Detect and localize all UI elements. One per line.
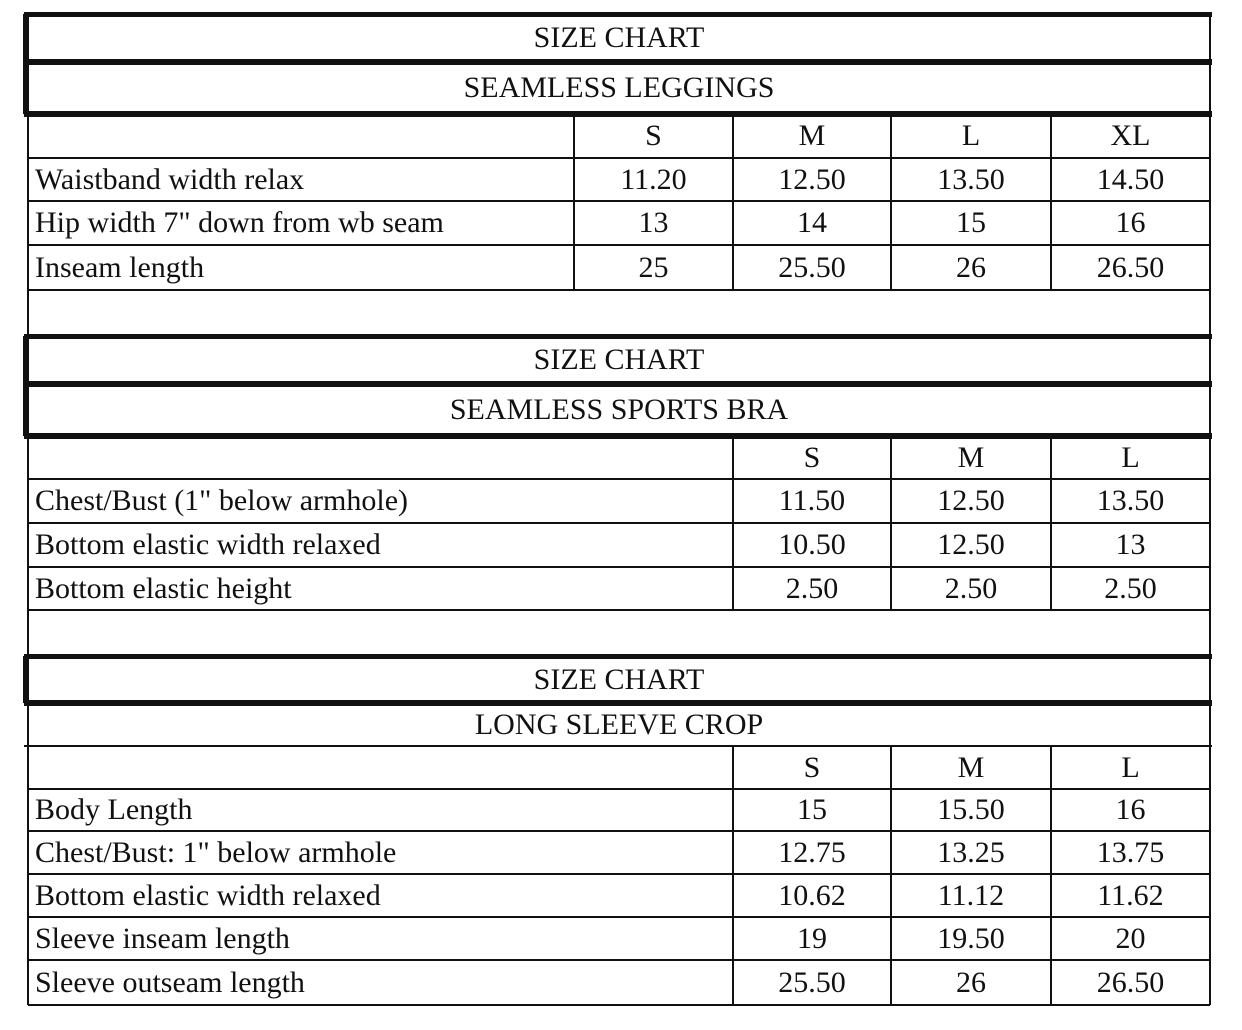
measurement-value: 19.50 [891, 917, 1051, 960]
measurement-value: 20 [1051, 917, 1210, 960]
measurement-value: 11.50 [733, 479, 891, 523]
grid-line-horizontal [28, 830, 1210, 832]
measurement-value: 10.62 [733, 874, 891, 917]
measurement-label: Chest/Bust (1" below armhole) [28, 479, 733, 523]
grid-line-vertical [1209, 14, 1212, 290]
measurement-value: 2.50 [1051, 567, 1210, 610]
grid-line-vertical [27, 703, 30, 746]
grid-line-vertical [23, 656, 29, 703]
product-name: LONG SLEEVE CROP [28, 703, 1210, 746]
measurement-value: 2.50 [733, 567, 891, 610]
grid-line-vertical [23, 14, 29, 114]
measurement-value: 13.25 [891, 831, 1051, 874]
measurement-value: 11.12 [891, 874, 1051, 917]
grid-line-horizontal [28, 478, 1210, 480]
measurement-label: Sleeve outseam length [28, 960, 733, 1005]
size-header-cell: S [574, 114, 733, 158]
grid-line-horizontal [24, 433, 1212, 439]
size-header-cell: M [733, 114, 891, 158]
measurement-value: 15 [891, 201, 1051, 245]
grid-line-vertical [732, 114, 735, 290]
grid-line-horizontal [24, 654, 1212, 659]
grid-line-vertical [1050, 436, 1053, 610]
measurement-value: 12.50 [733, 158, 891, 201]
grid-line-horizontal [24, 381, 1212, 387]
size-header-cell: L [1051, 436, 1210, 479]
chart-title: SIZE CHART [28, 14, 1210, 62]
measurement-value: 15 [733, 789, 891, 831]
grid-line-vertical [23, 336, 29, 436]
grid-line-horizontal [28, 522, 1210, 524]
chart-title: SIZE CHART [28, 656, 1210, 703]
measurement-value: 25.50 [733, 245, 891, 290]
grid-line-horizontal [28, 157, 1210, 159]
measurement-value: 14.50 [1051, 158, 1210, 201]
measurement-value: 13 [1051, 523, 1210, 567]
grid-line-horizontal [28, 200, 1210, 202]
grid-line-vertical [27, 746, 30, 1005]
size-header-cell: M [891, 436, 1051, 479]
measurement-value: 19 [733, 917, 891, 960]
grid-line-horizontal [28, 609, 1210, 612]
measurement-value: 25.50 [733, 960, 891, 1005]
measurement-value: 15.50 [891, 789, 1051, 831]
measurement-label: Chest/Bust: 1" below armhole [28, 831, 733, 874]
grid-line-horizontal [28, 788, 1210, 790]
measurement-value: 26.50 [1051, 245, 1210, 290]
measurement-value: 13 [574, 201, 733, 245]
grid-line-horizontal [28, 959, 1210, 961]
measurement-value: 16 [1051, 201, 1210, 245]
measurement-label: Hip width 7" down from wb seam [28, 201, 574, 245]
grid-line-horizontal [24, 12, 1212, 17]
measurement-label: Bottom elastic width relaxed [28, 874, 733, 917]
measurement-value: 13.75 [1051, 831, 1210, 874]
size-header-blank [28, 114, 574, 158]
size-header-cell: L [1051, 746, 1210, 789]
grid-line-horizontal [28, 244, 1210, 246]
measurement-label: Inseam length [28, 245, 574, 290]
size-header-cell: XL [1051, 114, 1210, 158]
grid-line-horizontal [28, 873, 1210, 875]
measurement-value: 25 [574, 245, 733, 290]
size-header-blank [28, 746, 733, 789]
grid-line-vertical [1209, 656, 1212, 1005]
measurement-value: 26 [891, 245, 1051, 290]
grid-line-horizontal [28, 916, 1210, 918]
grid-line-vertical [732, 436, 735, 610]
grid-line-vertical [27, 114, 30, 290]
size-header-cell: M [891, 746, 1051, 789]
measurement-value: 13.50 [1051, 479, 1210, 523]
size-header-cell: L [891, 114, 1051, 158]
grid-line-horizontal [28, 566, 1210, 568]
product-name: SEAMLESS LEGGINGS [28, 62, 1210, 114]
measurement-value: 12.50 [891, 479, 1051, 523]
grid-line-horizontal [24, 745, 1212, 747]
measurement-value: 26 [891, 960, 1051, 1005]
grid-line-vertical [27, 610, 30, 656]
size-header-cell: S [733, 746, 891, 789]
measurement-value: 12.75 [733, 831, 891, 874]
size-header-cell: S [733, 436, 891, 479]
measurement-label: Waistband width relax [28, 158, 574, 201]
grid-line-vertical [890, 114, 893, 290]
measurement-value: 12.50 [891, 523, 1051, 567]
grid-line-vertical [890, 746, 893, 1005]
size-header-blank [28, 436, 733, 479]
grid-line-vertical [1209, 290, 1212, 336]
grid-line-vertical [890, 436, 893, 610]
grid-line-horizontal [24, 59, 1212, 65]
measurement-value: 14 [733, 201, 891, 245]
grid-line-vertical [27, 436, 30, 610]
measurement-value: 11.62 [1051, 874, 1210, 917]
grid-line-horizontal [24, 700, 1212, 706]
grid-line-vertical [1209, 336, 1212, 610]
measurement-value: 16 [1051, 789, 1210, 831]
grid-line-vertical [1050, 746, 1053, 1005]
grid-line-vertical [732, 746, 735, 1005]
measurement-value: 13.50 [891, 158, 1051, 201]
measurement-value: 26.50 [1051, 960, 1210, 1005]
chart-title: SIZE CHART [28, 336, 1210, 384]
measurement-label: Body Length [28, 789, 733, 831]
grid-line-vertical [573, 114, 576, 290]
measurement-label: Bottom elastic height [28, 567, 733, 610]
grid-line-horizontal [28, 289, 1210, 292]
measurement-value: 2.50 [891, 567, 1051, 610]
grid-line-vertical [1209, 610, 1212, 656]
grid-line-vertical [27, 290, 30, 336]
measurement-label: Bottom elastic width relaxed [28, 523, 733, 567]
measurement-value: 10.50 [733, 523, 891, 567]
grid-line-horizontal [24, 111, 1212, 117]
measurement-value: 11.20 [574, 158, 733, 201]
product-name: SEAMLESS SPORTS BRA [28, 384, 1210, 436]
grid-line-horizontal [24, 334, 1212, 339]
grid-line-horizontal [28, 1004, 1210, 1007]
grid-line-vertical [1050, 114, 1053, 290]
measurement-label: Sleeve inseam length [28, 917, 733, 960]
